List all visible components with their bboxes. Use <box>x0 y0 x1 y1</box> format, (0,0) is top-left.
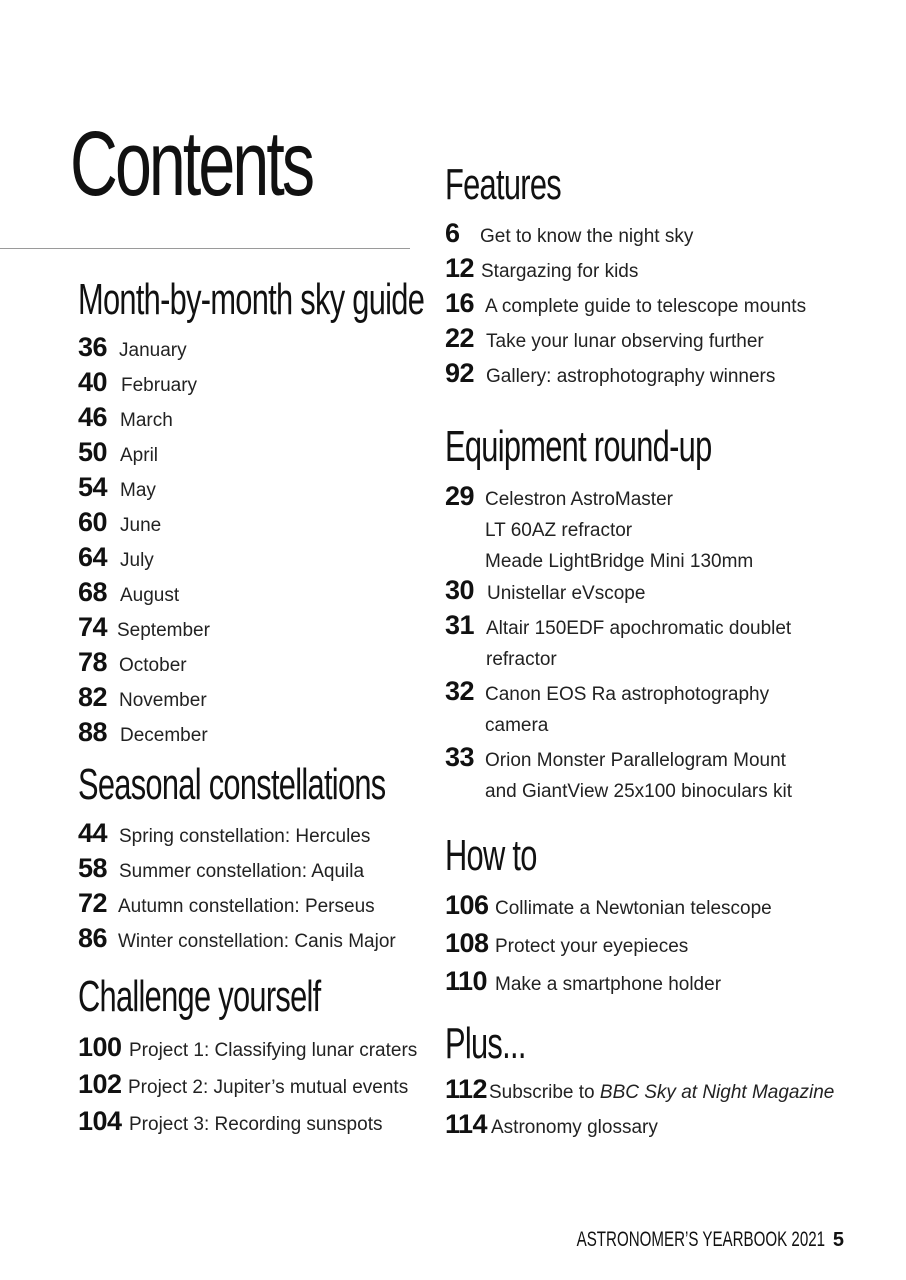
list-item[interactable]: 72 Autumn constellation: Perseus <box>78 888 375 918</box>
page-title: Contents <box>70 113 313 215</box>
seasonal-list <box>78 818 396 958</box>
list-item[interactable]: 58 Summer constellation: Aquila <box>78 853 365 883</box>
list-item[interactable]: 68 August <box>78 577 180 607</box>
list-item[interactable]: 36 January <box>78 332 187 362</box>
list-item[interactable]: 112 Subscribe to BBC Sky at Night Magazine <box>445 1074 835 1104</box>
list-item[interactable]: 108 Protect your eyepieces <box>445 928 689 958</box>
list-item[interactable]: 114 Astronomy glossary <box>445 1109 658 1139</box>
list-item[interactable]: 31 Altair 150EDF apochromatic doublet refractor <box>445 610 792 670</box>
list-item[interactable]: 102 Project 2: Jupiter’s mutual events <box>78 1069 409 1099</box>
list-item[interactable]: 6 Get to know the night sky <box>445 218 694 248</box>
section-heading-plus: Plus... <box>445 1019 526 1068</box>
list-item[interactable]: 22 Take your lunar observing further <box>445 323 764 353</box>
section-heading-seasonal: Seasonal constellations <box>78 760 386 809</box>
challenge-list <box>78 1032 417 1143</box>
list-item[interactable]: 33 Orion Monster Parallelogram Mount and GiantView 25x100 binoculars kit <box>445 742 793 802</box>
list-item[interactable]: 106 Collimate a Newtonian telescope <box>445 890 772 920</box>
list-item[interactable]: 40 February <box>78 367 198 397</box>
list-item[interactable]: 46 March <box>78 402 173 432</box>
list-item[interactable]: 104 Project 3: Recording sunspots <box>78 1106 383 1136</box>
publication-name: ASTRONOMER’S YEARBOOK 2021 <box>576 1228 825 1251</box>
list-item[interactable]: 54 May <box>78 472 156 502</box>
list-item[interactable]: 86 Winter constellation: Canis Major <box>78 923 396 953</box>
section-heading-month: Month-by-month sky guide <box>78 275 425 324</box>
page-footer <box>480 1228 844 1252</box>
section-heading-features: Features <box>445 160 561 209</box>
list-item[interactable]: 100 Project 1: Classifying lunar craters <box>78 1032 418 1062</box>
list-item[interactable]: 32 Canon EOS Ra astrophotography camera <box>445 676 770 736</box>
list-item[interactable]: 88 December <box>78 717 208 747</box>
section-heading-challenge: Challenge yourself <box>78 972 321 1021</box>
list-item[interactable]: 44 Spring constellation: Hercules <box>78 818 371 848</box>
list-item[interactable]: 92 Gallery: astrophotography winners <box>445 358 776 388</box>
list-item[interactable]: 50 April <box>78 437 159 467</box>
list-item[interactable]: 16 A complete guide to telescope mounts <box>445 288 807 318</box>
section-heading-howto: How to <box>445 831 537 880</box>
section-heading-equipment: Equipment round-up <box>445 422 712 471</box>
list-item[interactable]: 30 Unistellar eVscope <box>445 575 646 605</box>
howto-list <box>445 890 772 1004</box>
list-item[interactable]: 78 October <box>78 647 187 677</box>
list-item[interactable]: 60 June <box>78 507 162 537</box>
list-item[interactable]: 82 November <box>78 682 207 712</box>
features-list <box>445 218 806 393</box>
list-item[interactable]: 12 Stargazing for kids <box>445 253 639 283</box>
list-item[interactable]: 74 September <box>78 612 210 642</box>
list-item[interactable]: 64 July <box>78 542 154 572</box>
month-list <box>78 332 210 752</box>
title-divider <box>0 248 410 249</box>
page-number: 5 <box>832 1229 844 1251</box>
plus-list <box>445 1074 834 1144</box>
list-item[interactable]: 29 Celestron AstroMaster LT 60AZ refractor Meade LightBridge Mini 130mm <box>445 481 754 572</box>
magazine-title: BBC Sky at Night Magazine <box>599 1082 835 1103</box>
list-item[interactable]: 110 Make a smartphone holder <box>445 966 722 996</box>
